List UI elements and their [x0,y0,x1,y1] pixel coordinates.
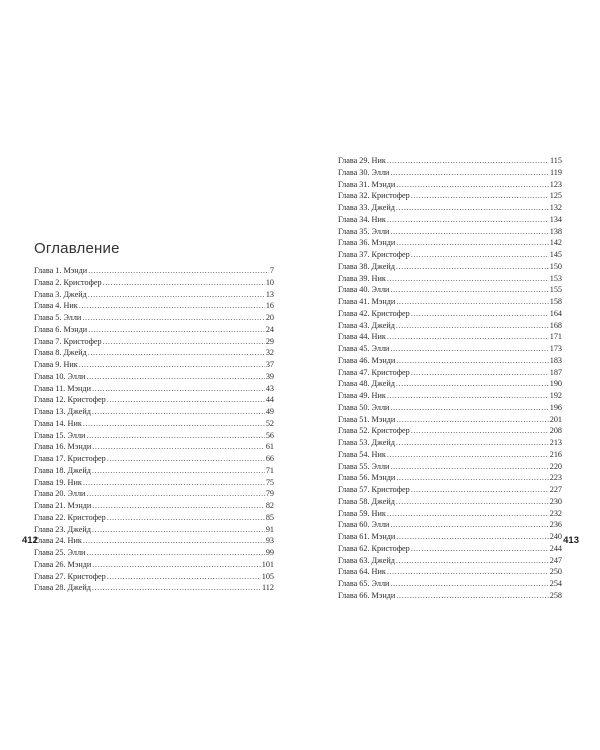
toc-chapter-title: Глава 10. Элли [34,371,86,381]
toc-entry [34,289,274,301]
toc-chapter-title: Глава 65. Элли [338,579,390,588]
toc-entry [338,284,562,296]
toc-page-number: 99 [265,548,274,557]
toc-page-number: 43 [265,383,274,393]
toc-dot-leader [396,555,549,567]
toc-entry [34,571,274,583]
toc-page-number: 164 [549,308,562,318]
toc-page-number: 85 [265,512,274,522]
toc-dot-leader [79,300,265,312]
toc-page-number: 71 [265,465,274,475]
toc-page-number: 24 [265,324,274,334]
toc-chapter-title: Глава 49. Ник [338,391,386,400]
toc-page-number: 208 [549,426,562,436]
toc-chapter-title: Глава 14. Ник [34,418,82,428]
toc-entry [338,590,562,602]
toc-page-number: 138 [549,226,562,236]
toc-entry [338,378,562,390]
toc-entry [338,190,562,202]
toc-entry [338,296,562,308]
toc-page-number: 20 [265,313,274,322]
toc-entry [338,531,562,543]
toc-page-number: 7 [269,266,274,275]
toc-entry [338,402,562,414]
toc-chapter-title: Глава 59. Ник [338,508,386,518]
toc-dot-leader [92,582,261,594]
toc-chapter-title: Глава 2. Кристофер [34,277,102,287]
toc-chapter-title: Глава 20. Элли [34,489,86,499]
toc-chapter-title: Глава 58. Джейд [338,496,395,506]
toc-dot-leader [396,378,549,390]
toc-chapter-title: Глава 7. Кристофер [34,336,102,346]
toc-dot-leader [82,312,264,324]
toc-page-number: 244 [549,543,562,553]
toc-chapter-title: Глава 9. Ник [34,360,78,369]
toc-entry [338,508,562,520]
toc-page-number: 213 [549,438,562,447]
toc-dot-leader [411,484,549,496]
toc-page-number: 247 [549,555,562,565]
toc-chapter-title: Глава 18. Джейд [34,465,91,475]
toc-chapter-title: Глава 64. Ник [338,567,386,577]
toc-dot-leader [92,559,260,571]
toc-dot-leader [387,566,549,578]
toc-chapter-title: Глава 4. Ник [34,301,78,311]
toc-dot-leader [387,273,549,285]
toc-entry [338,390,562,402]
toc-entry [338,155,562,167]
toc-page-number: 158 [549,297,562,306]
toc-entry [338,249,562,261]
toc-chapter-title: Глава 23. Джейд [34,524,91,534]
toc-page-number: 112 [262,583,274,593]
toc-dot-leader [107,394,265,406]
toc-entry [338,261,562,273]
toc-entry [338,273,562,285]
toc-dot-leader [107,512,265,524]
toc-dot-leader [387,331,549,343]
toc-page-number: 39 [265,371,274,381]
toc-dot-leader [390,519,548,531]
toc-entry [338,496,562,508]
toc-chapter-title: Глава 32. Кристофер [338,191,410,201]
toc-dot-leader [83,535,265,547]
toc-entry [338,449,562,461]
toc-page-number: 91 [265,524,274,534]
toc-dot-leader [83,477,265,489]
toc-dot-leader [107,571,261,583]
toc-dot-leader [86,488,264,500]
toc-dot-leader [396,472,548,484]
toc-entry [34,406,274,418]
toc-entry [34,277,274,289]
toc-page-number: 61 [265,442,274,452]
toc-entry [34,500,274,512]
toc-entry [338,320,562,332]
toc-page-number: 134 [549,214,562,224]
toc-page-number: 232 [549,508,562,518]
toc-chapter-title: Глава 38. Джейд [338,261,395,271]
toc-chapter-title: Глава 33. Джейд [338,203,395,212]
toc-dot-leader [411,190,549,202]
toc-chapter-title: Глава 54. Ник [338,449,386,459]
toc-page-number: 196 [549,402,562,412]
toc-page-number: 52 [265,418,274,428]
toc-chapter-title: Глава 27. Кристофер [34,571,106,581]
toc-dot-leader [396,414,548,426]
toc-chapter-title: Глава 47. Кристофер [338,367,410,377]
toc-page-number: 125 [549,191,562,201]
toc-page-number: 49 [265,407,274,416]
toc-dot-leader [92,441,265,453]
toc-entry [338,308,562,320]
toc-dot-leader [387,155,549,167]
toc-chapter-title: Глава 45. Элли [338,344,390,353]
toc-entry [338,331,562,343]
toc-chapter-title: Глава 5. Элли [34,313,82,322]
toc-title: Оглавление [34,240,120,257]
toc-chapter-title: Глава 35. Элли [338,226,390,236]
toc-chapter-title: Глава 30. Элли [338,167,390,177]
toc-page-number: 250 [549,567,562,577]
toc-page-number: 150 [549,261,562,271]
toc-page-number: 44 [265,395,274,405]
toc-entry [338,519,562,531]
toc-entry [34,559,274,571]
toc-entry [338,437,562,449]
toc-entry [34,336,274,348]
toc-chapter-title: Глава 26. Мэнди [34,559,92,569]
toc-entry [338,167,562,179]
toc-page-number: 236 [549,520,562,530]
toc-entry [338,555,562,567]
toc-chapter-title: Глава 3. Джейд [34,289,87,299]
toc-chapter-title: Глава 39. Ник [338,273,386,283]
toc-entry [338,578,562,590]
toc-list-left [34,265,274,594]
toc-page-number: 220 [549,461,562,471]
toc-entry [338,543,562,555]
toc-page-number: 101 [261,559,274,569]
toc-chapter-title: Глава 1. Мэнди [34,266,88,275]
toc-entry [34,312,274,324]
toc-dot-leader [387,214,549,226]
toc-entry [34,418,274,430]
toc-entry [34,547,274,559]
toc-dot-leader [86,371,264,383]
toc-dot-leader [390,284,548,296]
toc-entry [34,324,274,336]
toc-page-number: 145 [549,250,562,259]
toc-page-number: 173 [549,344,562,353]
toc-page-number: 66 [265,454,274,463]
toc-dot-leader [92,406,265,418]
toc-entry [34,371,274,383]
toc-dot-leader [92,383,265,395]
toc-dot-leader [396,496,549,508]
toc-chapter-title: Глава 6. Мэнди [34,324,88,334]
toc-chapter-title: Глава 24. Ник [34,536,82,546]
toc-entry [34,524,274,536]
toc-chapter-title: Глава 25. Элли [34,548,86,557]
toc-entry [338,425,562,437]
toc-dot-leader [411,543,549,555]
toc-page-number: 82 [265,501,274,510]
toc-chapter-title: Глава 48. Джейд [338,379,395,389]
toc-page-number: 56 [265,430,274,440]
toc-entry [338,226,562,238]
toc-entry [338,343,562,355]
toc-chapter-title: Глава 62. Кристофер [338,543,410,553]
toc-entry [338,214,562,226]
toc-entry [338,367,562,379]
toc-entry [34,582,274,594]
toc-dot-leader [390,167,549,179]
toc-list-right [338,155,562,602]
toc-dot-leader [396,320,549,332]
toc-dot-leader [88,347,265,359]
toc-dot-leader [390,461,548,473]
toc-chapter-title: Глава 46. Мэнди [338,355,396,365]
toc-dot-leader [411,308,549,320]
toc-chapter-title: Глава 8. Джейд [34,348,87,358]
toc-page-number: 32 [265,348,274,358]
toc-dot-leader [387,449,549,461]
toc-chapter-title: Глава 29. Ник [338,156,386,165]
toc-chapter-title: Глава 41. Мэнди [338,297,396,306]
toc-chapter-title: Глава 36. Мэнди [338,238,396,248]
toc-entry [338,566,562,578]
toc-page-number: 37 [265,360,274,369]
toc-dot-leader [107,453,265,465]
toc-page-number: 132 [549,203,562,212]
toc-entry [338,179,562,191]
toc-chapter-title: Глава 22. Кристофер [34,512,106,522]
toc-page-number: 153 [549,273,562,283]
toc-page-number: 79 [265,489,274,499]
toc-entry [338,202,562,214]
toc-page-number: 155 [549,285,562,295]
toc-dot-leader [396,531,548,543]
toc-page-number: 29 [265,336,274,346]
toc-page-number: 240 [549,532,562,541]
toc-page-number: 192 [549,391,562,400]
toc-dot-leader [86,547,264,559]
toc-entry [338,461,562,473]
toc-chapter-title: Глава 63. Джейд [338,555,395,565]
toc-dot-leader [88,289,265,301]
toc-page-number: 119 [550,167,562,177]
toc-page-number: 115 [550,156,562,165]
toc-chapter-title: Глава 50. Элли [338,402,390,412]
toc-chapter-title: Глава 19. Ник [34,477,82,487]
toc-chapter-title: Глава 56. Мэнди [338,473,396,483]
right-page [300,0,600,750]
toc-dot-leader [396,179,548,191]
toc-entry [34,512,274,524]
toc-entry [34,535,274,547]
toc-dot-leader [92,500,265,512]
toc-chapter-title: Глава 55. Элли [338,461,390,471]
toc-page-number: 230 [549,496,562,506]
toc-dot-leader [411,249,549,261]
toc-chapter-title: Глава 42. Кристофер [338,308,410,318]
toc-dot-leader [103,336,265,348]
toc-chapter-title: Глава 60. Элли [338,520,390,530]
toc-dot-leader [411,425,549,437]
toc-page-number: 183 [549,355,562,365]
toc-entry [338,355,562,367]
toc-page-number: 93 [265,536,274,546]
toc-dot-leader [390,578,548,590]
toc-dot-leader [396,202,549,214]
toc-chapter-title: Глава 11. Мэнди [34,383,91,393]
toc-entry [34,300,274,312]
toc-chapter-title: Глава 57. Кристофер [338,485,410,494]
toc-chapter-title: Глава 31. Мэнди [338,179,396,189]
toc-dot-leader [390,402,548,414]
toc-page-number: 123 [549,179,562,189]
toc-dot-leader [88,324,265,336]
toc-chapter-title: Глава 43. Джейд [338,320,395,330]
toc-dot-leader [390,343,548,355]
page-number-right: 413 [563,535,579,546]
toc-entry [338,237,562,249]
toc-entry [34,394,274,406]
toc-entry [34,383,274,395]
page-number-left: 412 [22,535,38,546]
toc-page-number: 13 [265,289,274,299]
toc-dot-leader [396,237,548,249]
toc-dot-leader [396,355,548,367]
toc-chapter-title: Глава 52. Кристофер [338,426,410,436]
toc-entry [34,430,274,442]
toc-page-number: 10 [265,277,274,287]
toc-entry [338,414,562,426]
toc-chapter-title: Глава 53. Джейд [338,438,395,447]
toc-dot-leader [92,465,265,477]
toc-chapter-title: Глава 21. Мэнди [34,501,92,510]
toc-page-number: 171 [549,332,562,342]
toc-page-number: 223 [549,473,562,483]
toc-page-number: 216 [549,449,562,459]
toc-page-number: 254 [549,579,562,588]
toc-dot-leader [396,261,549,273]
toc-chapter-title: Глава 17. Кристофер [34,454,106,463]
toc-page-number: 258 [549,590,562,600]
toc-dot-leader [387,390,549,402]
toc-chapter-title: Глава 44. Ник [338,332,386,342]
toc-dot-leader [396,590,548,602]
toc-entry [34,441,274,453]
toc-chapter-title: Глава 40. Элли [338,285,390,295]
toc-page-number: 187 [549,367,562,377]
toc-chapter-title: Глава 61. Мэнди [338,532,396,541]
toc-entry [34,347,274,359]
toc-dot-leader [83,418,265,430]
toc-entry [338,484,562,496]
toc-entry [34,453,274,465]
toc-dot-leader [103,277,265,289]
toc-entry [338,472,562,484]
toc-chapter-title: Глава 28. Джейд [34,583,91,593]
toc-chapter-title: Глава 16. Мэнди [34,442,92,452]
toc-entry [34,265,274,277]
toc-entry [34,477,274,489]
toc-dot-leader [411,367,549,379]
toc-page-number: 190 [549,379,562,389]
toc-dot-leader [86,430,264,442]
toc-dot-leader [79,359,265,371]
toc-dot-leader [92,524,265,536]
toc-chapter-title: Глава 66. Мэнди [338,590,396,600]
toc-page-number: 16 [265,301,274,311]
toc-chapter-title: Глава 15. Элли [34,430,86,440]
toc-page-number: 75 [265,477,274,487]
toc-page-number: 201 [549,414,562,424]
toc-page-number: 168 [549,320,562,330]
toc-dot-leader [387,508,549,520]
toc-dot-leader [396,296,548,308]
toc-dot-leader [396,437,549,449]
toc-chapter-title: Глава 51. Мэнди [338,414,396,424]
toc-page-number: 227 [549,485,562,494]
toc-entry [34,359,274,371]
toc-dot-leader [390,226,548,238]
toc-entry [34,465,274,477]
toc-entry [34,488,274,500]
toc-chapter-title: Глава 37. Кристофер [338,250,410,259]
toc-dot-leader [88,265,269,277]
toc-page-number: 142 [549,238,562,248]
toc-chapter-title: Глава 13. Джейд [34,407,91,416]
toc-chapter-title: Глава 12. Кристофер [34,395,106,405]
toc-chapter-title: Глава 34. Ник [338,214,386,224]
toc-page-number: 105 [261,571,274,581]
